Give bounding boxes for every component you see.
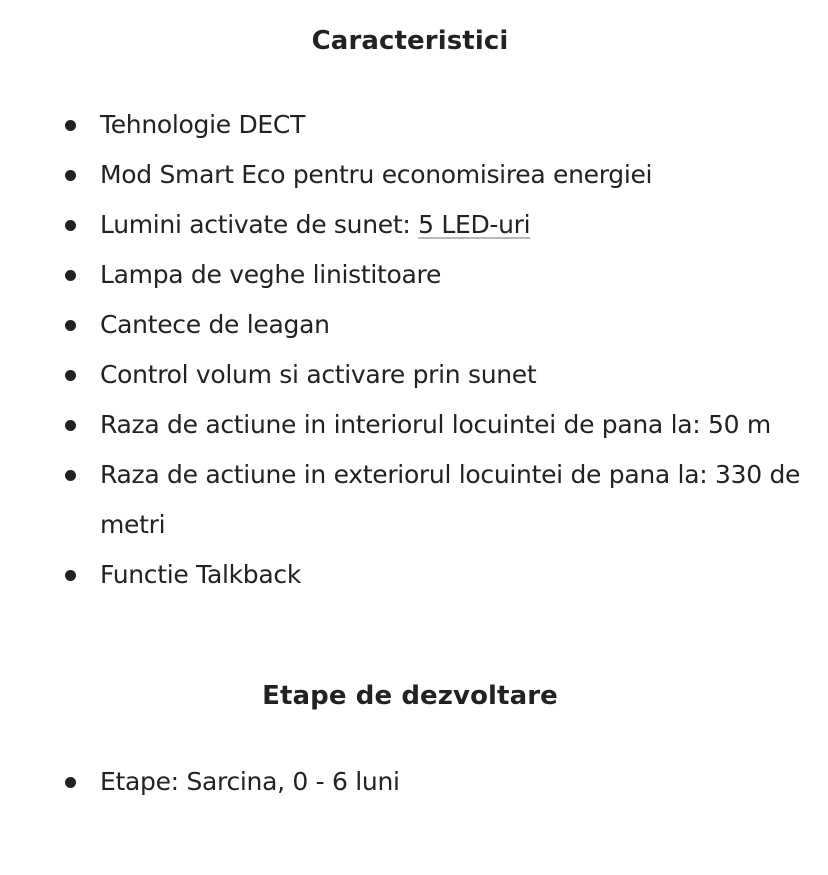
list-item: [0, 150, 828, 200]
list-item-text: Lumini activate de sunet:: [100, 210, 419, 239]
bullet-icon: [65, 470, 76, 481]
list-item: [0, 350, 828, 400]
list-item-text: Cantece de leagan: [100, 310, 330, 339]
bullet-icon: [65, 120, 76, 131]
features-list: [0, 100, 828, 600]
bullet-icon: [65, 370, 76, 381]
list-item: [0, 550, 828, 600]
bullet-icon: [65, 777, 76, 788]
section-title-caracteristici: Caracteristici: [311, 26, 509, 56]
list-item: [0, 400, 828, 450]
section-title-etape-de-dezvoltare: Etape de dezvoltare: [262, 681, 558, 711]
list-item: [0, 100, 828, 150]
list-item-text: Functie Talkback: [100, 560, 302, 589]
bullet-icon: [65, 420, 76, 431]
list-item-text: Etape: Sarcina, 0 - 6 luni: [100, 767, 400, 796]
bullet-icon: [65, 220, 76, 231]
bullet-icon: [65, 320, 76, 331]
list-item: [0, 250, 828, 300]
list-item-text: Raza de actiune in interiorul locuintei de pana la: 50 m: [100, 410, 771, 439]
development-stages-list: [0, 757, 828, 807]
list-item-text: Mod Smart Eco pentru economisirea energiei: [100, 160, 653, 189]
list-item: [0, 300, 828, 350]
list-item: [0, 450, 828, 550]
bullet-icon: [65, 570, 76, 581]
bullet-icon: [65, 170, 76, 181]
bullet-icon: [65, 270, 76, 281]
list-item-text: Raza de actiune in exteriorul locuintei de pana la: 330 de metri: [100, 460, 801, 539]
list-item: [0, 757, 828, 807]
led-count-link[interactable]: 5 LED-uri: [418, 210, 531, 239]
list-item-text: Tehnologie DECT: [100, 110, 306, 139]
list-item-text: Lampa de veghe linistitoare: [100, 260, 442, 289]
list-item-text: Control volum si activare prin sunet: [100, 360, 537, 389]
list-item: [0, 200, 828, 250]
